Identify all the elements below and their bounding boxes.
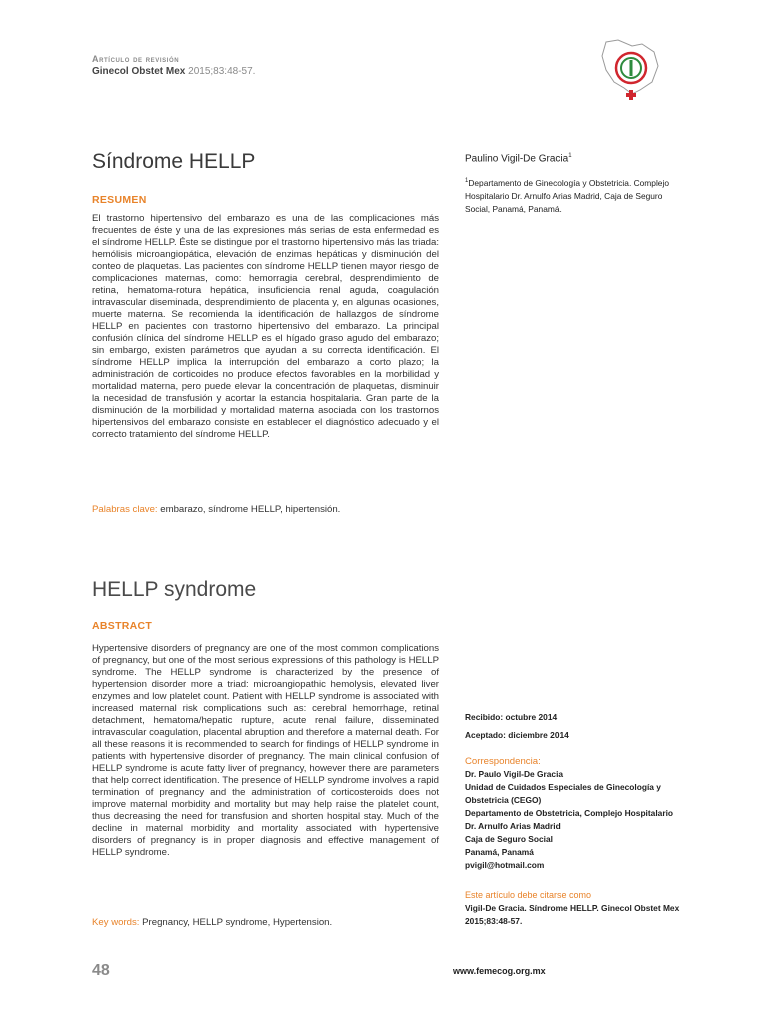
- spanish-title: Síndrome HELLP: [92, 150, 256, 173]
- abstract-heading: ABSTRACT: [92, 620, 153, 632]
- resumen-paragraph: El trastorno hipertensivo del embarazo es una de las complicaciones más frecuentes de éste y una de las expresiones más serias de esta enfermedad es el síndrome HELLP. Éste se distingue por el trastorno hipertensivo más las triada: hemólisis microangiopática, elevación de enzimas hepáticas y disminución del conteo de plaquetas. Las pacientes con síndrome HELLP tienen mayor riesgo de complicaciones maternas, como: hemorragia cerebral, desprendimiento de retina, hematoma-rotura hepática, insuficiencia renal aguda, coagulación intravascular diseminada, desprendimiento de placenta y, en algunas ocasiones, muerte materna. Se recomienda la identificación de hallazgos de síndrome HELLP en pacientes con trastorno hipertensivo del embarazo. La principal confusión clínica del síndrome HELLP es el hígado graso agudo del embarazo; sin embargo, existen parámetros que ayudan a su correcta identificación. El síndrome HELLP implica la interrupción del embarazo a corto plazo; la administración de corticoides no produce efectos favorables en la morbilidad y mortalidad materna, pero puede elevar la concentración de plaquetas, disminuir la necesidad de transfusión y acortar la estancia hospitalaria. Gran parte de la disminución de la morbilidad y mortalidad materna asociada con los trastornos hipertensivos del embarazo consiste en establecer el diagnóstico adecuado y el correcto tratamiento del síndrome HELLP.: [92, 213, 439, 440]
- correspondence-line: Caja de Seguro Social: [465, 834, 553, 844]
- correspondence-block: [465, 755, 680, 872]
- english-title: HELLP syndrome: [92, 578, 257, 601]
- abstract-paragraph: Hypertensive disorders of pregnancy are one of the most common complications of pregnancy, but one of the most serious expressions of this pathology is HELLP syndrome. The HELLP syndrome is characterized by the presence of hypertension disorder more a triad: microangiopathic hemolysis, elevated liver enzymes and low platelet count. Patient with HELLP syndrome is associated with increased maternal risk complications such as: cerebral hemorrhage, retinal detachment, hematoma/hepatic rupture, acute renal failure, disseminated intravascular coagulation, placental abruption and therefore a maternal death. For all these reasons it is recommended to search for findings of HELLP syndrome in patients with hypertensive disorder of pregnancy. The main clinical confusion of HELLP syndrome is acute fatty liver of pregnancy, however there are parameters that help correct identification. The presence of HELLP syndrome involves a rapid termination of pregnancy and the administration of corticosteroids does not improve maternal morbidity and mortality but may help raise the platelet count, thus decreasing the need for transfusion and shorten hospital stay. Much of the decline in maternal morbidity and mortality associated with hypertensive disorders of pregnancy is in proper diagnosis and effective management of HELLP syndrome.: [92, 643, 439, 858]
- correspondence-line: Panamá, Panamá: [465, 847, 534, 857]
- website-link[interactable]: www.femecog.org.mx: [453, 966, 546, 976]
- author-affiliation: Departamento de Ginecología y Obstetricia. Complejo Hospitalario Dr. Arnulfo Arias Madrid, Caja de Seguro Social, Panamá, Panamá.: [465, 178, 669, 215]
- english-keywords: [92, 917, 439, 928]
- correspondence-line: Dr. Paulo Vigil-De Gracia: [465, 769, 564, 779]
- accepted-date: Aceptado: diciembre 2014: [465, 730, 569, 740]
- journal-ref: 2015;83:48-57.: [188, 66, 256, 77]
- keywords-label-en: Key words:: [92, 917, 140, 928]
- journal-name: Ginecol Obstet Mex: [92, 66, 186, 77]
- citation-block: [465, 889, 680, 928]
- correspondence-email[interactable]: pvigil@hotmail.com: [465, 860, 545, 870]
- article-type: Artículo de revisión: [92, 54, 180, 64]
- correspondence-label: Correspondencia:: [465, 756, 541, 767]
- received-date: Recibido: octubre 2014: [465, 712, 558, 722]
- citation-label: Este artículo debe citarse como: [465, 890, 592, 900]
- keywords-en: Pregnancy, HELLP syndrome, Hypertension.: [142, 917, 333, 928]
- journal-citation: [92, 66, 472, 77]
- author-block: [465, 150, 680, 216]
- page-number: 48: [92, 962, 110, 979]
- keywords-label-es: Palabras clave:: [92, 504, 158, 515]
- correspondence-line: Departamento de Obstetricia, Complejo Hospitalario Dr. Arnulfo Arias Madrid: [465, 808, 674, 831]
- resumen-heading: RESUMEN: [92, 194, 147, 206]
- femecog-logo-icon: [598, 36, 662, 108]
- author-name-line: [465, 150, 680, 165]
- journal-header: [92, 54, 472, 77]
- keywords-es: embarazo, síndrome HELLP, hipertensión.: [160, 504, 341, 515]
- correspondence-line: Unidad de Cuidados Especiales de Ginecología y Obstetricia (CEGO): [465, 782, 661, 805]
- affiliation-sup: 1: [465, 178, 469, 185]
- citation-text: Vigil-De Gracia. Síndrome HELLP. Ginecol Obstet Mex 2015;83:48-57.: [465, 903, 680, 926]
- author-affiliation-line: [465, 175, 680, 216]
- author-sup: 1: [568, 153, 572, 159]
- author-name: Paulino Vigil-De Gracia: [465, 153, 569, 165]
- spanish-keywords: [92, 504, 439, 515]
